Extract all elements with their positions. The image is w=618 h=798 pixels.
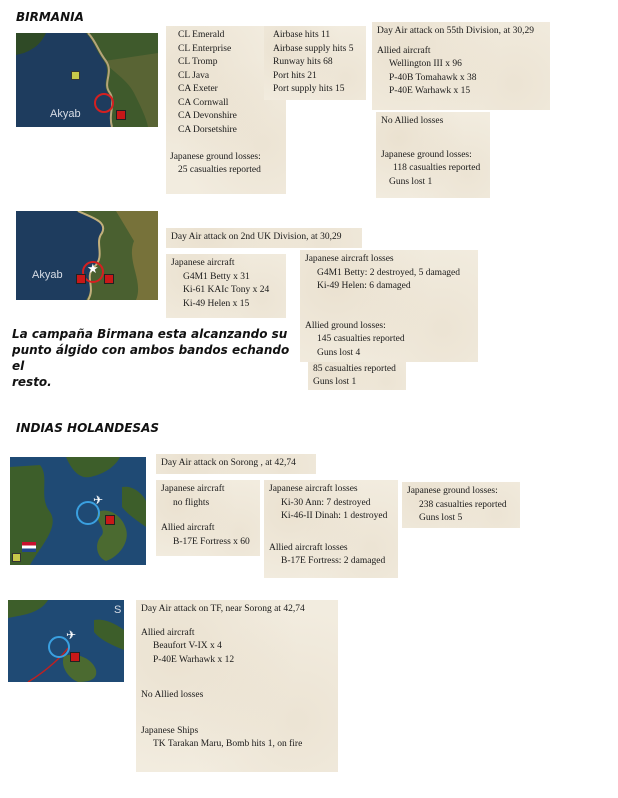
map-location-label: Akyab xyxy=(32,269,63,281)
netherlands-flag-icon xyxy=(22,542,36,552)
allied-aircraft-value: B-17E Fortress x 60 xyxy=(173,536,250,547)
unit-marker-icon[interactable] xyxy=(76,274,86,284)
unit-marker-icon[interactable] xyxy=(105,515,115,525)
japanese-aircraft-title: Japanese aircraft xyxy=(171,258,235,268)
ground-losses-title: Japanese ground losses: xyxy=(407,486,498,496)
map-sorong-2 xyxy=(8,600,124,682)
ship-item: CL Tromp xyxy=(178,57,218,67)
unit-marker-icon[interactable] xyxy=(116,110,126,120)
hit-item: Airbase supply hits 5 xyxy=(273,43,354,54)
aircraft-losses-panel xyxy=(264,480,398,578)
allied-aircraft-title: Allied aircraft xyxy=(141,627,195,638)
hit-item: Port supply hits 15 xyxy=(273,84,345,94)
ship-item: CA Devonshire xyxy=(178,111,237,121)
japanese-losses-item: Ki-46-II Dinah: 1 destroyed xyxy=(281,511,388,521)
allied-aircraft-item: Wellington III x 96 xyxy=(389,59,462,69)
hit-item: Runway hits 68 xyxy=(273,57,333,67)
ship-item: CA Exeter xyxy=(178,84,218,94)
guns-lost: Guns lost 1 xyxy=(389,176,433,187)
map-akyab-1 xyxy=(16,33,158,127)
allied-ground-losses-title: Allied ground losses: xyxy=(305,320,386,331)
terrain-map-1 xyxy=(16,33,158,127)
star-icon: ★ xyxy=(87,262,99,277)
ground-losses-title: Japanese ground losses: xyxy=(381,149,472,160)
attack-title: Day Air attack on 55th Division, at 30,29 xyxy=(377,26,534,36)
japanese-losses-item: Ki-30 Ann: 7 destroyed xyxy=(281,497,371,508)
caption-line: resto. xyxy=(12,375,52,389)
casualties-reported: 85 casualties reported xyxy=(313,364,396,374)
japanese-losses-title: Japanese aircraft losses xyxy=(269,484,358,494)
japanese-losses-title: Japanese aircraft losses xyxy=(305,254,394,264)
japanese-aircraft-item: Ki-49 Helen x 15 xyxy=(183,298,250,309)
airbase-icon xyxy=(71,71,80,80)
attack-title: Day Air attack on TF, near Sorong at 42,74 xyxy=(141,604,305,614)
ground-losses-casualties: 238 casualties reported xyxy=(419,499,507,510)
terrain-map-2 xyxy=(16,211,158,300)
unit-marker-icon[interactable] xyxy=(70,652,80,662)
japanese-aircraft-panel xyxy=(166,254,286,318)
caption-line: La campaña Birmana esta alcanzando su xyxy=(12,327,288,341)
hit-item: Port hits 21 xyxy=(273,70,317,81)
attack-title: Day Air attack on 2nd UK Division, at 30,29 xyxy=(171,232,342,242)
campaign-caption xyxy=(12,326,302,390)
no-allied-losses: No Allied losses xyxy=(381,116,444,126)
no-allied-losses: No Allied losses xyxy=(141,690,204,700)
japanese-losses-item: Ki-49 Helen: 6 damaged xyxy=(317,281,411,291)
ship-item: CA Cornwall xyxy=(178,97,229,108)
section-title-birmania: BIRMANIA xyxy=(16,10,84,24)
japanese-aircraft-title: Japanese aircraft xyxy=(161,484,225,494)
unit-target-icon[interactable] xyxy=(94,93,114,113)
allied-aircraft-item: P-40B Tomahawk x 38 xyxy=(389,72,477,83)
ship-item: CA Dorsetshire xyxy=(178,124,237,135)
hit-item: Airbase hits 11 xyxy=(273,30,331,40)
attack-title-panel xyxy=(156,454,316,474)
allied-aircraft-item: Beaufort V-IX x 4 xyxy=(153,641,222,651)
map-sorong-1 xyxy=(10,457,146,565)
hits-panel xyxy=(264,26,366,100)
allied-losses-title: Allied aircraft losses xyxy=(269,542,348,553)
guns-lost: Guns lost 1 xyxy=(313,376,357,387)
japanese-aircraft-item: Ki-61 KAIc Tony x 24 xyxy=(183,285,270,295)
japanese-losses-item: G4M1 Betty: 2 destroyed, 5 damaged xyxy=(317,267,461,278)
ground-losses-title: Japanese ground losses: xyxy=(170,151,261,162)
ground-losses-panel xyxy=(402,482,520,528)
losses-panel xyxy=(376,112,490,198)
ship-item: CL Enterprise xyxy=(178,43,232,54)
map-location-label: S xyxy=(114,604,122,616)
allied-aircraft-item: P-40E Warhawk x 15 xyxy=(389,86,471,96)
allied-losses-value: B-17E Fortress: 2 damaged xyxy=(281,556,386,566)
ground-losses-casualties: 25 casualties reported xyxy=(178,165,261,175)
aircraft-icon: ✈ xyxy=(66,628,77,642)
allied-aircraft-title: Allied aircraft xyxy=(377,45,431,56)
attack-report-panel xyxy=(136,600,338,772)
section-title-indias-holandesas: INDIAS HOLANDESAS xyxy=(16,421,159,435)
ship-item: CL Java xyxy=(178,70,210,81)
japanese-aircraft-item: G4M1 Betty x 31 xyxy=(183,271,250,282)
japanese-losses-panel xyxy=(300,250,478,362)
japanese-ship-item: TK Tarakan Maru, Bomb hits 1, on fire xyxy=(153,739,303,749)
aircraft-icon: ✈ xyxy=(93,493,104,507)
japanese-aircraft-value: no flights xyxy=(173,497,210,508)
caption-line: punto álgido con ambos bandos echando el xyxy=(12,343,290,373)
attack-title-panel xyxy=(166,228,362,248)
attack-report-panel xyxy=(372,22,550,110)
ground-losses-casualties: 118 casualties reported xyxy=(393,163,481,173)
aircraft-panel xyxy=(156,480,260,556)
allied-aircraft-title: Allied aircraft xyxy=(161,523,215,533)
map-akyab-2 xyxy=(16,211,158,300)
guns-lost: Guns lost 4 xyxy=(317,347,361,358)
attack-title: Day Air attack on Sorong , at 42,74 xyxy=(161,458,296,468)
map-location-label: Akyab xyxy=(50,108,81,120)
extra-losses-panel xyxy=(308,362,406,390)
guns-lost: Guns lost 5 xyxy=(419,513,463,523)
allied-aircraft-item: P-40E Warhawk x 12 xyxy=(153,654,235,665)
airbase-icon xyxy=(12,553,21,562)
japanese-ships-title: Japanese Ships xyxy=(141,725,199,736)
unit-marker-icon[interactable] xyxy=(104,274,114,284)
allied-ground-casualties: 145 casualties reported xyxy=(317,334,405,344)
ship-item: CL Emerald xyxy=(178,30,225,40)
